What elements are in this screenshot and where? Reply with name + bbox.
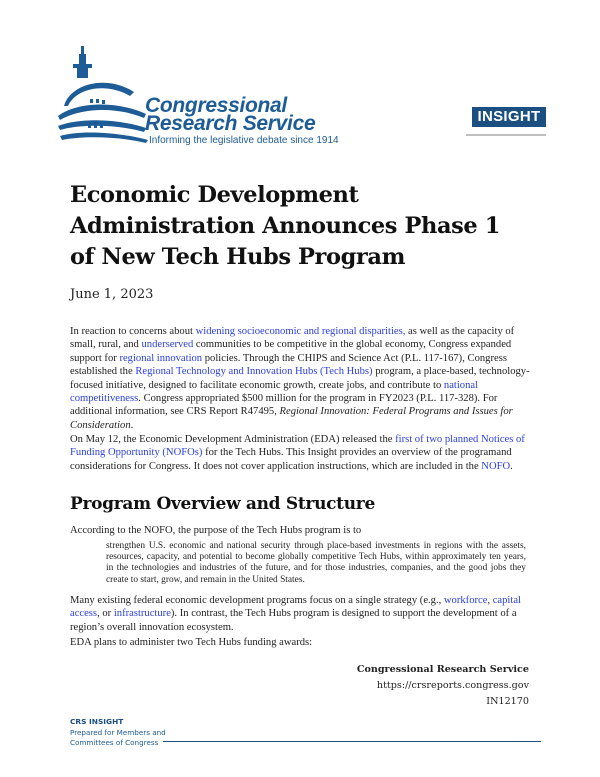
footer-org: Congressional Research Service — [356, 664, 529, 675]
report-id: IN12170 — [486, 696, 529, 707]
text: . Congress appropriated $500 million for the program in FY2023 (P.L. 117-328). For additional information, see CRS Report R47495, — [70, 393, 498, 418]
text: policies. Through the CHIPS and Science Act (P.L. 117-167), Congress established the — [70, 352, 507, 378]
text: ). In contrast, the Tech Hubs program is designed to support the development of a region’s overall innovation ecosystem. — [70, 608, 517, 633]
section-heading: Program Overview and Structure — [70, 494, 375, 514]
prepared-line1: Prepared for Members and — [70, 727, 166, 737]
logo-tagline: Informing the legislative debate since 1914 — [149, 135, 339, 146]
capitol-dome-icon — [56, 44, 156, 144]
link-nofos[interactable]: first of two planned Notices of Funding Opportunity (NOFOs) — [70, 434, 525, 459]
crs-insight-label: CRS INSIGHT — [70, 717, 124, 726]
link-underserved[interactable]: underserved — [141, 339, 194, 351]
text: . — [130, 419, 134, 431]
text: Many existing federal economic development programs focus on a single strategy (e.g., — [70, 595, 444, 606]
purpose-paragraph: According to the NOFO, the purpose of the Tech Hubs program is to — [70, 525, 362, 536]
logo-name-line1: Congressional — [145, 94, 287, 117]
text: , — [487, 595, 493, 606]
document-title: Economic Development Administration Announces Phase 1 of New Tech Hubs Program — [70, 182, 501, 270]
awards-paragraph: EDA plans to administer two Tech Hubs funding awards: — [70, 637, 313, 648]
prepared-line2: Committees of Congress — [70, 738, 159, 747]
publication-date: June 1, 2023 — [70, 287, 154, 302]
intro-paragraph — [70, 325, 532, 432]
text: for the Tech Hubs. This Insight provides an overview of the programand considerations for Congress. It does not cover application instructions, which are included in the — [70, 447, 512, 472]
link-infrastructure[interactable]: infrastructure — [113, 608, 171, 620]
footer-info — [357, 662, 529, 710]
text: communities to be competitive in the global economy, Congress expanded support for — [70, 339, 512, 364]
footer-rule — [163, 741, 541, 742]
text: . — [510, 460, 513, 472]
strategy-paragraph — [70, 594, 532, 634]
block-quote: strengthen U.S. economic and national security through place-based investments in regions with the assets, resources, capacity, and potential to become globally competitive Tech Hubs, within approximately ten years, in the technologies and industries of the future, and for those industries, companies, and the good jobs they create to start, grow, and remain in the United States. — [106, 541, 526, 585]
link-regional-innovation[interactable]: regional innovation — [119, 352, 203, 364]
link-nofo[interactable]: NOFO — [481, 460, 511, 472]
footer-url[interactable]: https://crsreports.congress.gov — [376, 680, 529, 691]
link-tech-hubs[interactable]: Regional Technology and Innovation Hubs (Tech Hubs) — [135, 366, 373, 378]
link-capital-access[interactable]: capital access — [70, 595, 521, 620]
insight-badge: INSIGHT — [472, 107, 546, 127]
link-national-competitiveness[interactable]: national competitiveness — [70, 379, 479, 405]
badge-divider — [466, 134, 546, 136]
text: In reaction to concerns about — [70, 326, 196, 337]
nofo-paragraph — [70, 433, 532, 473]
crs-logo — [56, 44, 339, 146]
text: , or — [97, 608, 114, 620]
text: as well as the capacity of small, rural, and — [70, 326, 515, 351]
text: On May 12, the Economic Development Administration (EDA) released the — [70, 434, 396, 445]
text: program, a place-based, technology-focused initiative, designed to facilitate economic growth, create jobs, and contribute to — [70, 366, 530, 391]
link-disparities[interactable]: widening socioeconomic and regional disparities, — [195, 326, 406, 337]
link-workforce[interactable]: workforce — [443, 595, 488, 606]
report-title: Regional Innovation: Federal Programs and Issues for Consideration — [70, 406, 513, 431]
crs-insight-footer — [70, 717, 166, 749]
logo-name-line2: Research Service — [145, 112, 316, 135]
